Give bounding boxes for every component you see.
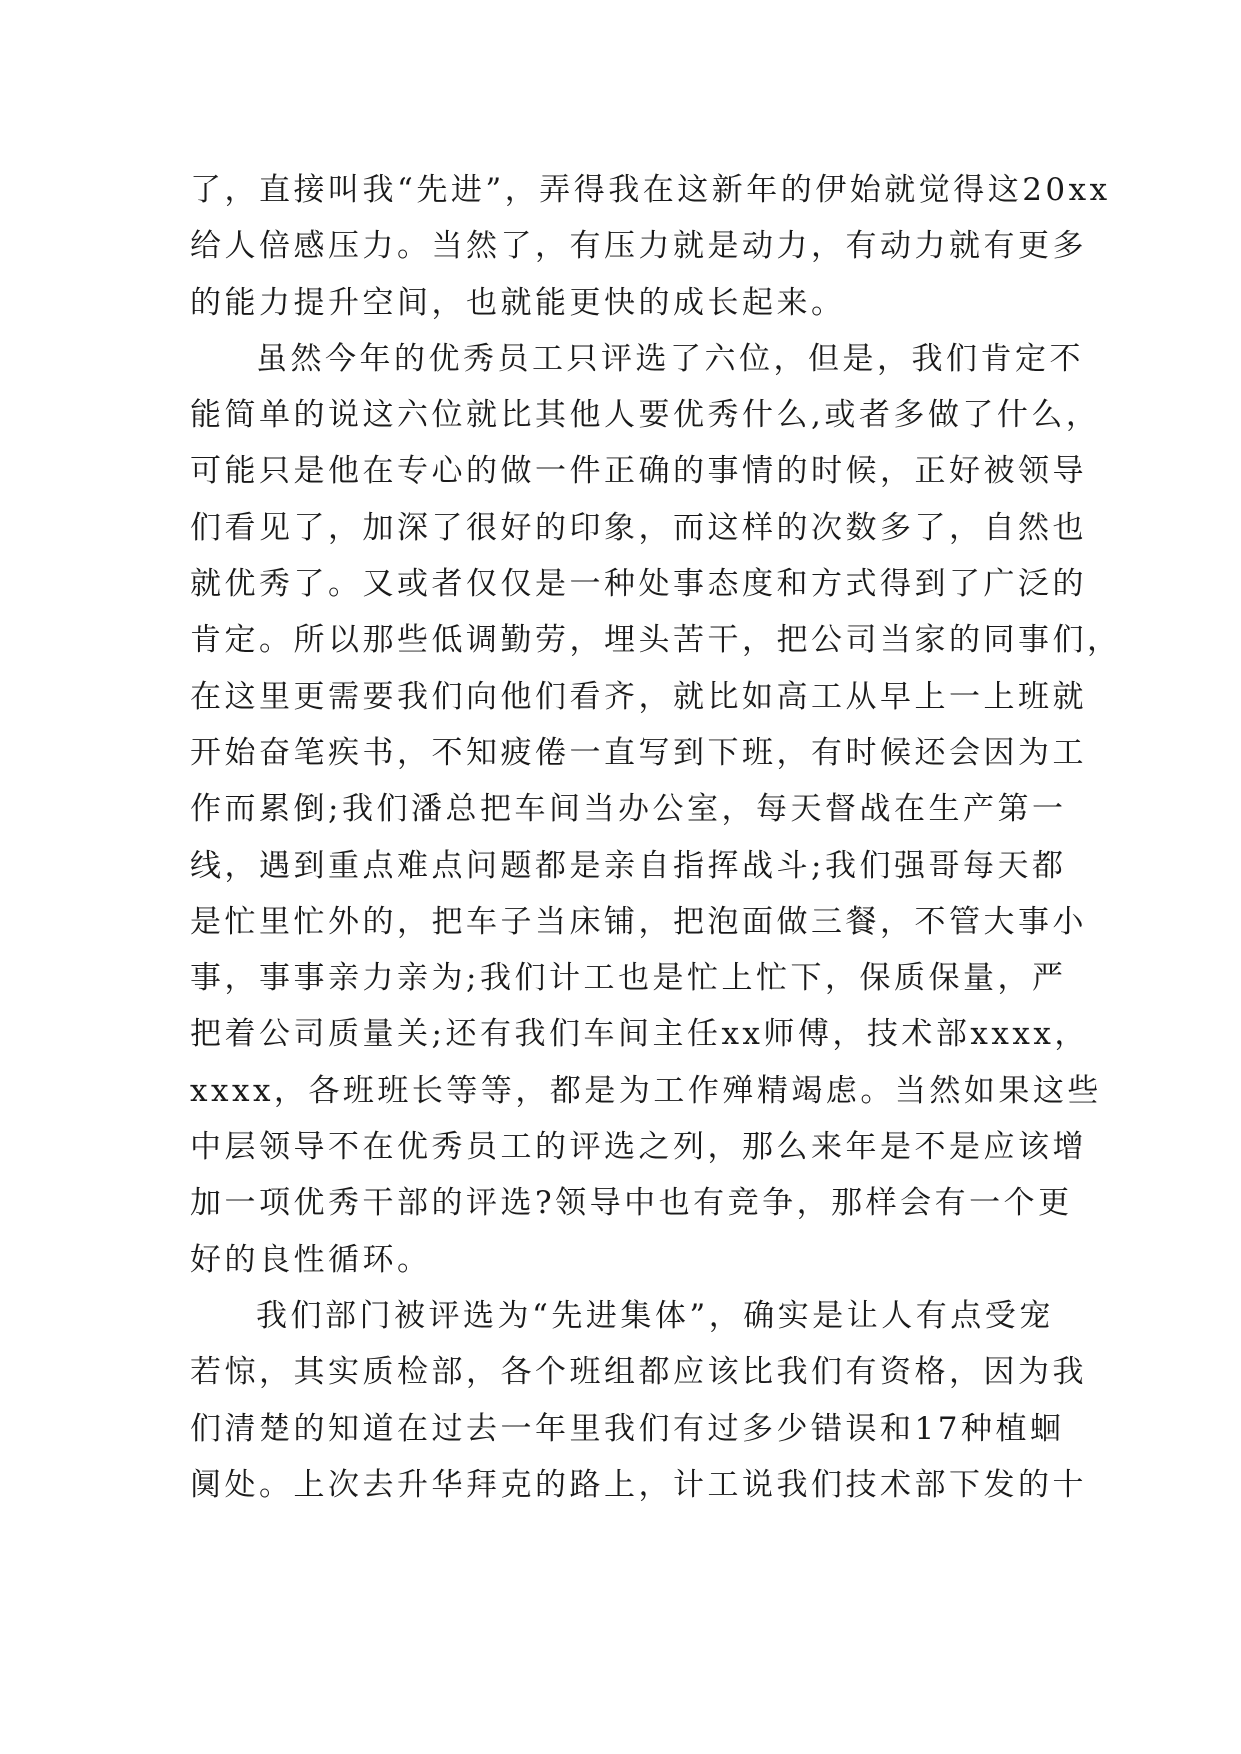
text-line: 在这里更需要我们向他们看齐，就比如高工从早上一上班就 [190,678,1087,715]
text-line: 的能力提升空间，也就能更快的成长起来。 [190,284,846,321]
text-line: 就优秀了。又或者仅仅是一种处事态度和方式得到了广泛的 [190,566,1087,603]
text-line: 是忙里忙外的，把车子当床铺，把泡面做三餐，不管大事小 [190,903,1087,940]
text-line: 中层领导不在优秀员工的评选之列，那么来年是不是应该增 [190,1129,1087,1166]
text-line: 给人倍感压力。当然了，有压力就是动力，有动力就有更多 [190,228,1087,265]
text-line: 了，直接叫我“先进”，弄得我在这新年的伊始就觉得这20xx [190,172,1111,208]
text-line: 好的良性循环。 [190,1241,432,1278]
text-line: 我们部门被评选为“先进集体”，确实是让人有点受宠 [256,1297,1054,1334]
text-line: 把着公司质量关;还有我们车间主任xx师傅，技术部xxxx， [190,1016,1089,1053]
text-line: 虽然今年的优秀员工只评选了六位，但是，我们肯定不 [256,340,1084,377]
text-line: 肯定。所以那些低调勤劳，埋头苦干，把公司当家的同事们， [190,622,1122,659]
text-line: 线，遇到重点难点问题都是亲自指挥战斗;我们强哥每天都 [190,847,1067,884]
text-line: 能简单的说这六位就比其他人要优秀什么,或者多做了什么， [190,397,1101,434]
body-text [190,162,1122,1513]
text-line: 阒处。上次去升华拜克的路上，计工说我们技术部下发的十 [190,1466,1087,1503]
text-line: xxxx，各班班长等等，都是为工作殚精竭虑。当然如果这些 [190,1072,1102,1109]
text-line: 可能只是他在专心的做一件正确的事情的时候，正好被领导 [190,453,1087,490]
text-line: 们清楚的知道在过去一年里我们有过多少错误和17种植蛔 [190,1410,1065,1447]
text-line: 作而累倒;我们潘总把车间当办公室，每天督战在生产第一 [190,791,1067,828]
text-line: 开始奋笔疾书，不知疲倦一直写到下班，有时候还会因为工 [190,734,1087,771]
text-line: 事，事事亲力亲为;我们计工也是忙上忙下，保质保量，严 [190,960,1067,997]
text-line: 们看见了，加深了很好的印象，而这样的次数多了，自然也 [190,509,1087,546]
text-line: 加一项优秀干部的评选?领导中也有竞争，那样会有一个更 [190,1185,1073,1222]
text-line: 若惊，其实质检部，各个班组都应该比我们有资格，因为我 [190,1354,1087,1391]
